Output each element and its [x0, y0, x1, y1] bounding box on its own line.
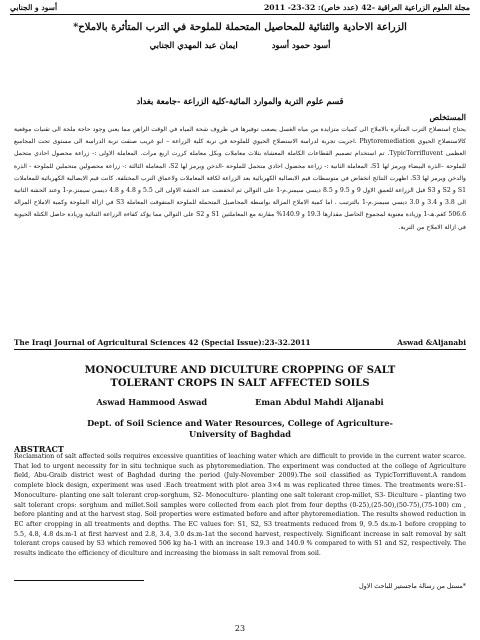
english-running-header [14, 338, 466, 347]
english-authors [20, 397, 460, 407]
footnote-rule [14, 580, 144, 581]
english-title-line-1: MONOCULTURE AND DICULTURE CROPPING OF SALT [84, 365, 396, 376]
english-abstract-heading: ABSTRACT [14, 444, 64, 454]
english-journal-citation: The Iraqi Journal of Agricultural Sciences 42 (Special Issue):23-32.2011 [14, 338, 311, 347]
english-affiliation-line-1: Dept. of Soil Science and Water Resources, College of Agriculture- [87, 418, 393, 428]
header-rule [10, 14, 470, 15]
arabic-running-authors: أسود و الجنابي [10, 3, 58, 12]
section-rule [14, 349, 466, 350]
arabic-running-header [10, 3, 470, 12]
english-title-line-2: TOLERANT CROPS IN SALT AFFECTED SOILS [110, 378, 370, 389]
arabic-affiliation: قسم علوم التربة والموارد المائية-كلية الزراعة -جامعة بغداد [136, 96, 344, 106]
arabic-author-2: ايمان عبد المهدي الجنابي [149, 40, 238, 50]
arabic-abstract-heading: المستخلص [429, 112, 466, 122]
arabic-abstract-body: يحتاج استصلاح الترب المتأثرة بالاملاح الى كميات متزايدة من مياه الغسل يصعب توفيرها في ظروف شحة المياه في الوقت الراهن مما يعني وجود حاجة ملحة الى تقنيات موقعية كالاستصلاح الحيوي Phytoremediation .اجريت تجربة لدراسة الاستصلاح الحيوي للملوحة في تربة كلية الزراعة – ابو غريب صنفت تربة الدراسة الى مستوى تحت المجاميع العظمى TypicTorrifluvent. تم استخدام تصميم القطاعات الكاملة المعشاة بثلاث معاملات وبكل معاملة كررت اربع مرات. المعاملة الاولى :- زراعة محصول احادي متحمل للملوحة –الذرة البيضاء ويرمز لها S1، المعاملة الثانية :- زراعة محصول احادي متحمل للملوحة -الدخن ويرمز لها S2، المعاملة الثالثة :- زراعة محصولين متحملين للملوحة - الذرة والدخن ويرمز لها S3. اظهرت النتائج انخفاض في متوسطات قيم الايصالية الكهربائية بعد الزراعة لكافة المعاملات ولاعماق الترب المختلفة. كانت قيم الايصالية الكهربائية للمعاملات S1 و S2 و S3 قبل الزراعة للعمق الاول 9 و 9.5 و 8.5 ديسي سيمنز.م-1 على التوالي ثم انخفضت عند الحشة الاولى الى 5.5 و 4.8 و 4.8 ديسي سيمنز.م-1 وعند الحشة الثانية الى 3.8 و 3.4 و 3.0 ديسي سيمنز.م-1 بالترتيب . اما كمية الاملاح المزالة بواسطة المحاصيل المتحملة للملوحة المتفوقت المعاملة S3 في ازالة الملوحة وكمية الاملاح المزالة 506.6 كغم.هـ-1 وزيادة معنوية لمجموع الحاصل مقدارها 19.3 و 140.9% مقارنة مع المعاملتين S1 و S2 على التوالي مما يؤكد كفاءة الزراعة الثنائية وزيادة حاصل الكتلة الحيوية في ازالة الاملاح من التربة. [14, 126, 466, 231]
english-author-2: Eman Abdul Mahdi Aljanabi [255, 397, 384, 407]
arabic-title: الزراعة الاحادية والثنائية للمحاصيل المتحملة للملوحة في الترب المتأثرة بالاملاح* [73, 22, 407, 33]
english-author-1: Aswad Hammood Aswad [96, 397, 208, 407]
arabic-authors [20, 40, 460, 50]
footnote: *مستل من رسالة ماجستير للباحث الاول [358, 582, 466, 590]
english-running-authors: Aswad &Aljanabi [397, 338, 466, 347]
arabic-journal-citation: مجلة العلوم الزراعية العراقية -42 (عدد خاص): 32-23- 2011 [263, 3, 470, 12]
english-affiliation [40, 418, 440, 439]
arabic-author-1: أسود حمود أسود [271, 40, 331, 50]
english-abstract-body: Reclamation of salt affected soils requires excessive quantities of leaching water which are difficult to provide in the current water scarce. That led to urgent necessity for in situ technique such as phytoremediation. The experiment was conducted at the college of Agriculture field, Abu-Graib district west of Baghdad during the period (July-November 2009).The soil classified as TypicTorrifluvent.A random complete block design, experiment was used .Each treatment with plot area 3×4 m was replicated three times. The treatments were:S1- Monoculture- planting one salt tolerant crop-sorghum, S2- Monoculture- planting one salt tolerant crop-millet, S3- Diculture – planting two salt tolerant crops: sorghum and millet.Soil samples were collected from each plot from four depths (0-25),(25-50),(50-75),(75-100) cm , before planting and at the harvest stag. Soil properties were estimated before and after phytoremediation. The results showed reduction in EC after cropping in all treatments and depths. The EC values for: S1, S2, S3 treatments reduced from 9, 9.5 ds.m-1 before cropping to 5.5, 4.8, 4.8 ds.m-1 at first harvest and 2.8, 3.4, 3.0 ds.m-1at the second harvest, respectively. Significant increase in salt removal by salt tolerant crops caused by S3 which removed 506 kg ha-1 with an increase 19.3 and 140.9 % compared to with S1 and S2, respectively. The results indicate the efficiency of diculture and increasing the biomass in salt removal from soil. [14, 453, 466, 558]
page-number: 23 [234, 624, 246, 633]
english-title [30, 364, 450, 390]
english-affiliation-line-2: University of Baghdad [188, 428, 292, 439]
